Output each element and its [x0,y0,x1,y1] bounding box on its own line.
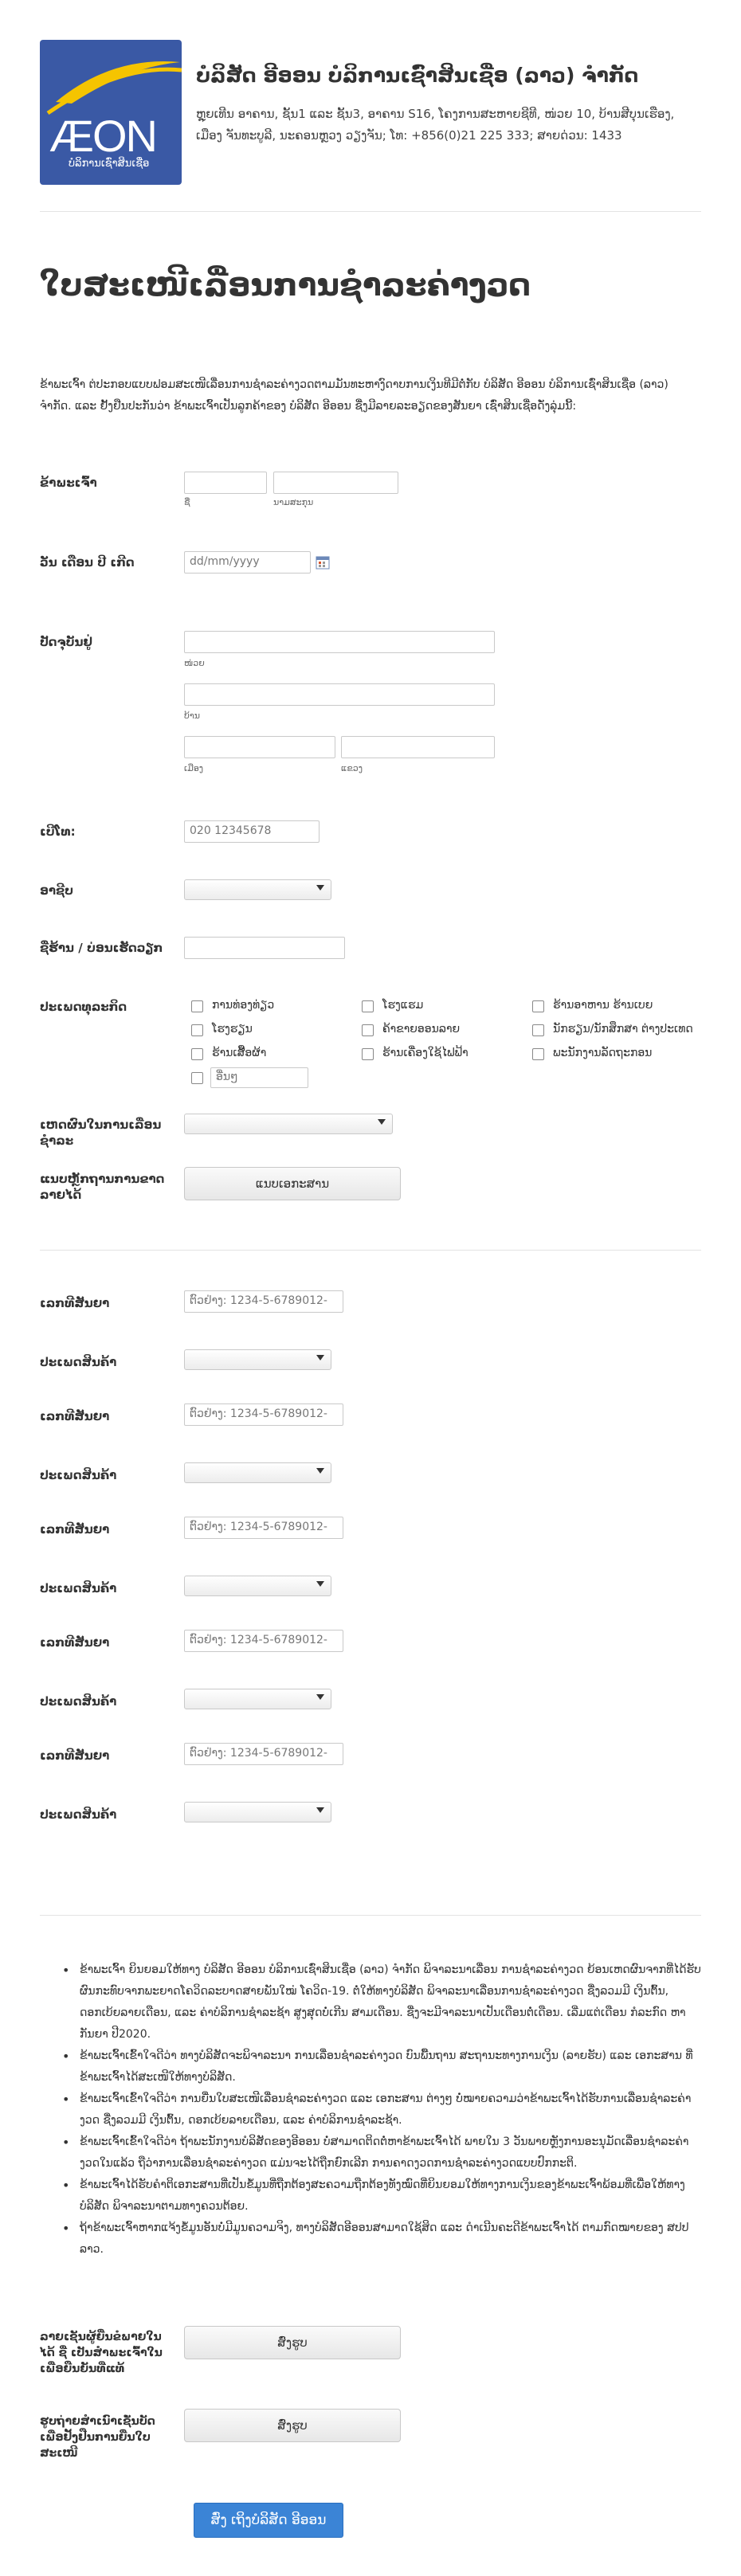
address-label: ປັດຈຸບັນຢູ່ [40,635,92,649]
checkbox-civil-servant[interactable] [532,1048,544,1060]
reason-label: ເຫດຜົນໃນການເລື່ອນຊຳລະ [40,1118,162,1148]
checkbox-label: ຮ້ານອາຫານ ຮ້ານເບຍ [553,999,653,1012]
terms-item: • ຂ້າພະເຈົ້າ ຍິນຍອມໃຫ້ທາງ ບໍລິສັດ ອີອອນ ບໍລິການເຊົ່າສິນເຊື່ອ (ລາວ) ຈຳກັດ ພິຈາລະນາເລື່ອນ ການຊຳລະຄ່າງວດ ຍ້ອນເຫດຜົນຈາກທີ່ໄດ້ຮັບຜົນກະທົບຈາກພະຍາດໂຄວິດລະບາດສາຍພັນໃໝ່ ໂຄວິດ-19. ຕໍ່ໃຫ້ທາງບໍລິສັດ ພິຈາລະນາເລື່ອນການຊຳລະຄ່າງວດ ຊື່ງລວມມີ ເງິນຕົ້ນ, ດອກເບ້ຍລາຍເດືອນ, ແລະ ຄ່າບໍລິການຊຳລະຊ້າ ສູງສຸດບໍ່ເກີນ ສາມເດືອນ. ຊື່ງຈະມີຈາລະນາເປັນເດືອນຕໍ່ເດືອນ. ເລີ່ມແຕ່ເດືອນ ກໍລະກົດ ຫາ ກັນຍາ ປີ2020. [56,1959,701,2046]
terms-item: • ຂ້າພະເຈົ້າເຂົ້າໃຈດີວ່າ ຖ້າພະນັກງານບໍລິສັດຂອງອີອອນ ບໍ່ສາມາດຕິດຕໍ່ຫາຂ້າພະເຈົ້າໄດ້ ພາຍໃນ 3 ວັນພາຍຫຼັງການອະນຸມັດເລື່ອນຊຳລະຄ່າງວດໃນແລ້ວ ຖືວ່າການເລື່ອນຊຳລະຄ່າງວດ ແມ່ນຈະໄດ້ຖືກຍົກເລີກ ການຄາດງວດການຊຳລະຄ່າງວດແບບປົກກະຕິ. [56,2132,701,2175]
village-input[interactable] [184,683,495,706]
checkbox-label: ຮ້ານເຄື່ອງໃຊ້ໄຟຟ້າ [382,1047,469,1059]
province-sublabel: ແຂວງ [341,763,363,773]
contract-label: ເລກທີສັນຍາ [40,1296,110,1310]
checkbox-label: ໂຮງຮຽນ [212,1023,253,1035]
chevron-down-icon [316,1694,324,1700]
phone-label: ເບີໂທ: [40,824,76,839]
chevron-down-icon [316,885,324,891]
chevron-down-icon [316,1581,324,1587]
product-label: ປະເພດສິນຄ້າ [40,1581,117,1595]
contract-number-input[interactable]: ຕົວຢ່າງ: 1234-5-6789012- [184,1743,343,1765]
product-type-select[interactable] [184,1349,331,1370]
product-label: ປະເພດສິນຄ້າ [40,1355,117,1369]
unit-input[interactable] [184,631,495,653]
contract-label: ເລກທີສັນຍາ [40,1635,110,1650]
last-name-sublabel: ນາມສະກຸນ [273,497,314,507]
id-photo-label: ຮູບຖ່າຍສຳເນົາເຊັ່ນບັດເພື່ອຢັ້ງຢືນການຍື່ນໃບສະເໜີ [40,2415,155,2460]
checkbox-hotel[interactable] [362,1000,374,1012]
attach-label: ແນບຫຼັກຖານການຂາດລາຍໄດ້ [40,1172,165,1202]
product-type-select[interactable] [184,1689,331,1709]
contract-number-input[interactable]: ຕົວຢ່າງ: 1234-5-6789012- [184,1403,343,1426]
product-label: ປະເພດສິນຄ້າ [40,1694,117,1709]
section-divider [40,1915,701,1916]
checkbox-school[interactable] [191,1024,203,1036]
checkbox-online-seller[interactable] [362,1024,374,1036]
calendar-icon[interactable] [316,555,330,570]
product-type-select[interactable] [184,1462,331,1483]
checkbox-clothing[interactable] [191,1048,203,1060]
other-business-input[interactable]: ອື່ນໆ [210,1067,308,1088]
signature-label: ລາຍເຊັນຜູ້ຍື່ນຂໍພາຍໃນໄດ້ ຊື່ ເປັນສຳພະເຈົ້າໃນເພື່ອຍືນຍັນທີ່ແທ້ [40,2331,163,2375]
phone-input[interactable]: 020 12345678 [184,820,320,843]
section-divider [40,1250,701,1251]
contract-label: ເລກທີສັນຍາ [40,1748,110,1763]
first-name-sublabel: ຊື່ [184,497,190,507]
product-label: ປະເພດສິນຄ້າ [40,1807,117,1822]
product-type-select[interactable] [184,1576,331,1596]
chevron-down-icon [378,1119,386,1125]
dob-label: ວັນ ເດືອນ ປີ ເກີດ [40,555,135,570]
workplace-input[interactable] [184,937,345,959]
contract-label: ເລກທີສັນຍາ [40,1409,110,1423]
logo-text: ÆON [49,111,156,161]
company-address: ຫຼຸຍເທີນ ອາຄານ, ຊັ້ນ1 ແລະ ຊັ້ນ3, ອາຄານ S16, ໂຄງການສະຫາຍຊີທີ, ໜ່ວຍ 10, ບ້ານສີບຸນເຮືອງ, ເມືອງ ຈັນທະບູລີ, ນະຄອນຫຼວງ ວຽງຈັນ; ໂທ: +856(0)21 225 333; ສາຍດ່ວນ: 1433 [196,107,675,143]
upload-signature-button[interactable]: ສົ່ງຮູບ [184,2326,401,2359]
company-header [40,40,701,186]
checkbox-restaurant[interactable] [532,1000,544,1012]
last-name-input[interactable] [273,472,398,494]
name-label: ຂ້າພະເຈົ້າ [40,476,97,490]
contract-label: ເລກທີສັນຍາ [40,1522,110,1537]
district-input[interactable] [184,736,335,758]
checkbox-label: ໂຮງແຮມ [382,999,424,1012]
chevron-down-icon [316,1807,324,1813]
terms-list [56,1959,701,2261]
contract-number-input[interactable]: ຕົວຢ່າງ: 1234-5-6789012- [184,1290,343,1313]
upload-id-button[interactable]: ສົ່ງຮູບ [184,2409,401,2442]
unit-sublabel: ໜ່ວຍ [184,658,205,668]
terms-item: • ຂ້າພະເຈົ້າໄດ້ຮັບຄຳຕິເອກະສານທີ່ເປັນຂໍ້ມູນທີ່ຖືກຕ້ອງສະຄວາມຖືກຕ້ອງທັງໝົດທີ່ຍິນຍອມໃຫ້ທາງການເງິນຂອງຂ້າພະເຈົ້າພ້ອມທີ່ເພື່ອໃຫ້ທາງບໍລິສັດ ພິຈາລະນາຕາມທາງຄວນຕ້ອຍ. [56,2175,701,2218]
checkbox-label: ນັກຮຽນ/ນັກສຶກສາ ຕ່າງປະເທດ [553,1023,693,1035]
intro-text: ຂ້າພະເຈົ້າ ຕ່ປະກອບແບບຟອມສະເໜີເລື່ອນການຊຳລະຄ່າງວດຕາມມັນທະຫາງົດາບການເງິນທີມີຕໍ່ກັບ ບໍລິສັດ ອີອອນ ບໍລິການເຊົ່າສິນເຊື່ອ (ລາວ) ຈຳກັດ. ແລະ ຢັ້ງຢືນປະກັນວ່າ ຂ້າພະເຈົ້າເປັນລູກຄ້າຂອງ ບໍລິສັດ ອີອອນ ຊື່ງມີລາຍລະອຽດຂອງສັນຍາ ເຊົ່າສິນເຊື່ອດັ່ງລຸ່ມນີ້: [40,378,668,413]
checkbox-label: ຮ້ານເສື້ອຜ້າ [212,1047,267,1059]
page-title: ໃບສະເໜີເລື່ອນການຊຳລະຄ່າງວດ [40,268,531,303]
checkbox-tourism[interactable] [191,1000,203,1012]
village-sublabel: ບ້ານ [184,711,201,721]
occupation-select[interactable] [184,879,331,900]
submit-button[interactable]: ສົ່ງ ເຖິງບໍລິສັດ ອີອອນ [194,2503,343,2538]
product-label: ປະເພດສິນຄ້າ [40,1468,117,1482]
aeon-logo [40,40,182,185]
dob-input[interactable]: dd/mm/yyyy [184,551,311,574]
district-sublabel: ເມືອງ [184,763,204,773]
attach-document-button[interactable]: ແນບເອກະສານ [184,1167,401,1200]
contract-number-input[interactable]: ຕົວຢ່າງ: 1234-5-6789012- [184,1517,343,1539]
checkbox-electronics[interactable] [362,1048,374,1060]
logo-subtitle: ບໍລິການເຊົ່າສິນເຊື່ອ [69,158,150,170]
contract-number-input[interactable]: ຕົວຢ່າງ: 1234-5-6789012- [184,1630,343,1652]
checkbox-label: ການທ່ອງທ່ຽວ [212,999,275,1012]
checkbox-label: ພະນັກງານລັດຖະກອນ [553,1047,653,1059]
checkbox-student-abroad[interactable] [532,1024,544,1036]
first-name-input[interactable] [184,472,267,494]
occupation-label: ອາຊີບ [40,883,74,898]
company-name: ບໍລິສັດ ອີອອນ ບໍລິການເຊົ່າສິນເຊື່ອ (ລາວ) ຈຳກັດ [196,64,639,87]
header-divider [40,211,701,212]
reason-select[interactable] [184,1114,393,1134]
product-type-select[interactable] [184,1802,331,1822]
terms-item: • ຂ້າພະເຈົ້າເຂົ້າໃຈດີວ່າ ການຍື່ນໃບສະເໜີເລື່ອນຊຳລະຄ່າງວດ ແລະ ເອກະສານ ຕ່າງໆ ບໍ່ໝາຍຄວາມວ່າຂ້າພະເຈົ້າໄດ້ຮັບການເລື່ອນຊຳລະຄ່າງວດ ຊື່ງລວມມີ ເງິນຕົ້ນ, ດອກເບ້ຍລາຍເດືອນ, ແລະ ຄ່າບໍລິການຊຳລະຊ້າ. [56,2089,701,2132]
checkbox-other[interactable] [191,1072,203,1084]
terms-item: • ຂ້າພະເຈົ້າເຂົ້າໃຈດີວ່າ ທາງບໍລິສັດຈະພິຈາລະນາ ການເລື່ອນຊຳລະຄ່າງວດ ບົນພື້ນຖານ ສະຖານະທາງການເງິນ (ລາຍຮັບ) ແລະ ເອກະສານ ທີ່ຂ້າພະເຈົ້າໄດ້ສະເໜີໃຫ້ທາງບໍລິສັດ. [56,2046,701,2089]
checkbox-label: ຄ້າຂາຍອອນລາຍ [382,1023,461,1035]
chevron-down-icon [316,1468,324,1474]
workplace-label: ຊື່ຮ້ານ / ບ່ອນເຮັດວຽກ [40,941,163,955]
province-input[interactable] [341,736,495,758]
business-type-label: ປະເພດທຸລະກິດ [40,1000,127,1014]
terms-item: • ຖ້າຂ້າພະເຈົ້າຫາກແຈ້ງຂໍ້ມູນອັນບໍ່ມີມູນຄວາມຈິງ, ທາງບໍລິສັດອີອອນສາມາດໃຊ້ສິດ ແລະ ດຳເນີນຄະດີຂ້າພະເຈົ້າໄດ້ ຕາມກົດໝາຍຂອງ ສປປ ລາວ. [56,2218,701,2261]
chevron-down-icon [316,1355,324,1360]
